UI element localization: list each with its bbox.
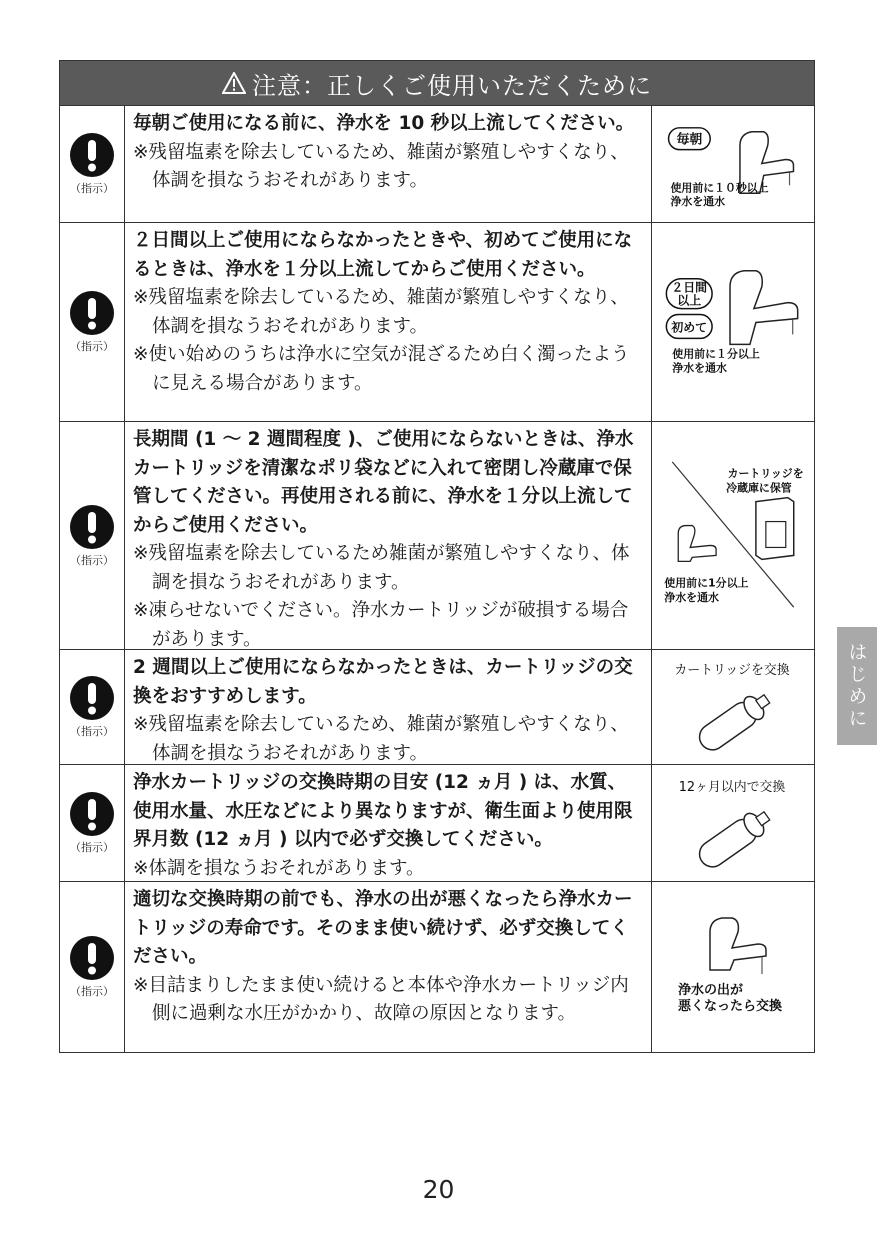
badge-text: ２日間 [671,280,708,295]
row-illustration [652,223,814,421]
cartridge-illustration [652,650,815,764]
instruction-mark [60,650,125,764]
caution-table [59,60,815,1053]
caution-title: 注意：正しくご使用いただくために [252,71,652,100]
exclamation-circle-icon [69,791,115,837]
exclamation-circle-icon [69,132,115,178]
row-instruction: 適切な交換時期の前でも、浄水の出が悪くなったら浄水カートリッジの寿命です。そのまま使い続けず、必ず交換してください。 [133,889,633,967]
caption-line: 浄水を通水 [664,591,719,605]
row-instruction: 2 週間以上ご使用にならなかったときは、カートリッジの交換をおすすめします。 [133,657,633,707]
caption-line: 悪くなったら交換 [678,999,783,1014]
row-note: ※目詰まりしたまま使い続けると本体や浄水カートリッジ内側に過剰な水圧がかかり、故障の原因となります。 [133,974,629,1024]
instruction-label: （指示） [70,841,114,854]
row-illustration [652,106,814,222]
row-illustration [652,765,814,881]
caution-row [60,106,814,223]
exclamation-circle-icon [69,935,115,981]
caption-line: 使用前に1分以上 [664,576,749,590]
instruction-label: （指示） [70,182,114,195]
page-number: 20 [422,1175,455,1204]
section-tab[interactable]: はじめに [837,627,877,745]
row-note: ※体調を損なうおそれがあります。 [133,857,425,879]
instruction-mark [60,106,125,222]
caption-line: 浄水を通水 [672,361,727,375]
row-note: ※残留塩素を除去しているため、雑菌が繁殖しやすくなり、体調を損なうおそれがあります。 [133,141,629,191]
exclamation-circle-icon [69,290,115,336]
instruction-label: （指示） [70,340,114,353]
row-note: ※凍らせないでください。浄水カートリッジが破損する場合があります。 [133,600,629,650]
instruction-label: （指示） [70,985,114,998]
caption-line: 浄水を通水 [670,195,726,209]
row-illustration [652,882,814,1052]
instruction-label: （指示） [70,553,114,567]
caption-line: カートリッジを交換 [674,662,790,678]
row-instruction: ２日間以上ご使用にならなかったときや、初めてご使用になるときは、浄水を１分以上流してからご使用ください。 [133,230,633,280]
caution-row [60,765,814,882]
caution-row [60,422,814,650]
badge-text: 以上 [677,293,702,308]
row-text [125,765,652,881]
caption-line: 浄水の出が [678,983,744,998]
caption-line: 使用前に１分以上 [672,347,760,361]
instruction-mark [60,765,125,881]
row-instruction: 長期間 (1 〜 2 週間程度 )、ご使用にならないときは、浄水カートリッジを清潔なポリ袋などに入れて密閉し冷蔵庫で保管してください。再使用される前に、浄水を１分以上流してからご使用ください。 [133,429,634,536]
badge-text: 初めて [671,320,708,335]
fridge-illustration [652,422,815,649]
row-text [125,106,652,222]
warning-triangle-icon [222,72,246,94]
row-text [125,422,652,649]
caution-row [60,650,814,765]
row-instruction: 浄水カートリッジの交換時期の目安 (12 ヵ月 ) は、水質、使用水量、水圧などにより異なりますが、衛生面より使用限界月数 (12 ヵ月 ) 以内で必ず交換してください。 [133,772,633,850]
caption-line: 使用前に１０秒以上 [670,181,769,195]
row-note: ※使い始めのうちは浄水に空気が混ざるため白く濁ったように見える場合があります。 [133,344,630,394]
row-note: ※残留塩素を除去しているため雑菌が繁殖しやすくなり、体調を損なうおそれがあります。 [133,543,630,593]
badge-text: 毎朝 [676,132,703,148]
caution-row [60,882,814,1052]
row-text [125,650,652,764]
caption-line: 12ヶ月以内で交換 [678,779,786,795]
instruction-mark [60,882,125,1052]
caption-line: カートリッジを [727,466,804,480]
row-text [125,223,652,421]
row-note: ※残留塩素を除去しているため、雑菌が繁殖しやすくなり、体調を損なうおそれがあります。 [133,714,629,764]
faucet-illustration [652,223,815,421]
caution-header [60,61,814,106]
row-text [125,882,652,1052]
caution-row [60,223,814,422]
row-illustration [652,650,814,764]
row-instruction: 毎朝ご使用になる前に、浄水を 10 秒以上流してください。 [133,113,635,134]
caption-line: 冷蔵庫に保管 [726,481,792,495]
instruction-label: （指示） [70,725,114,738]
faucet-illustration [652,106,815,222]
faucet-illustration [652,882,815,1052]
row-illustration [652,422,814,649]
cartridge-illustration [652,765,815,881]
exclamation-circle-icon [69,675,115,721]
instruction-mark [60,422,125,649]
instruction-mark [60,223,125,421]
exclamation-circle-icon [69,504,115,550]
row-note: ※残留塩素を除去しているため、雑菌が繁殖しやすくなり、体調を損なうおそれがあります。 [133,287,629,337]
